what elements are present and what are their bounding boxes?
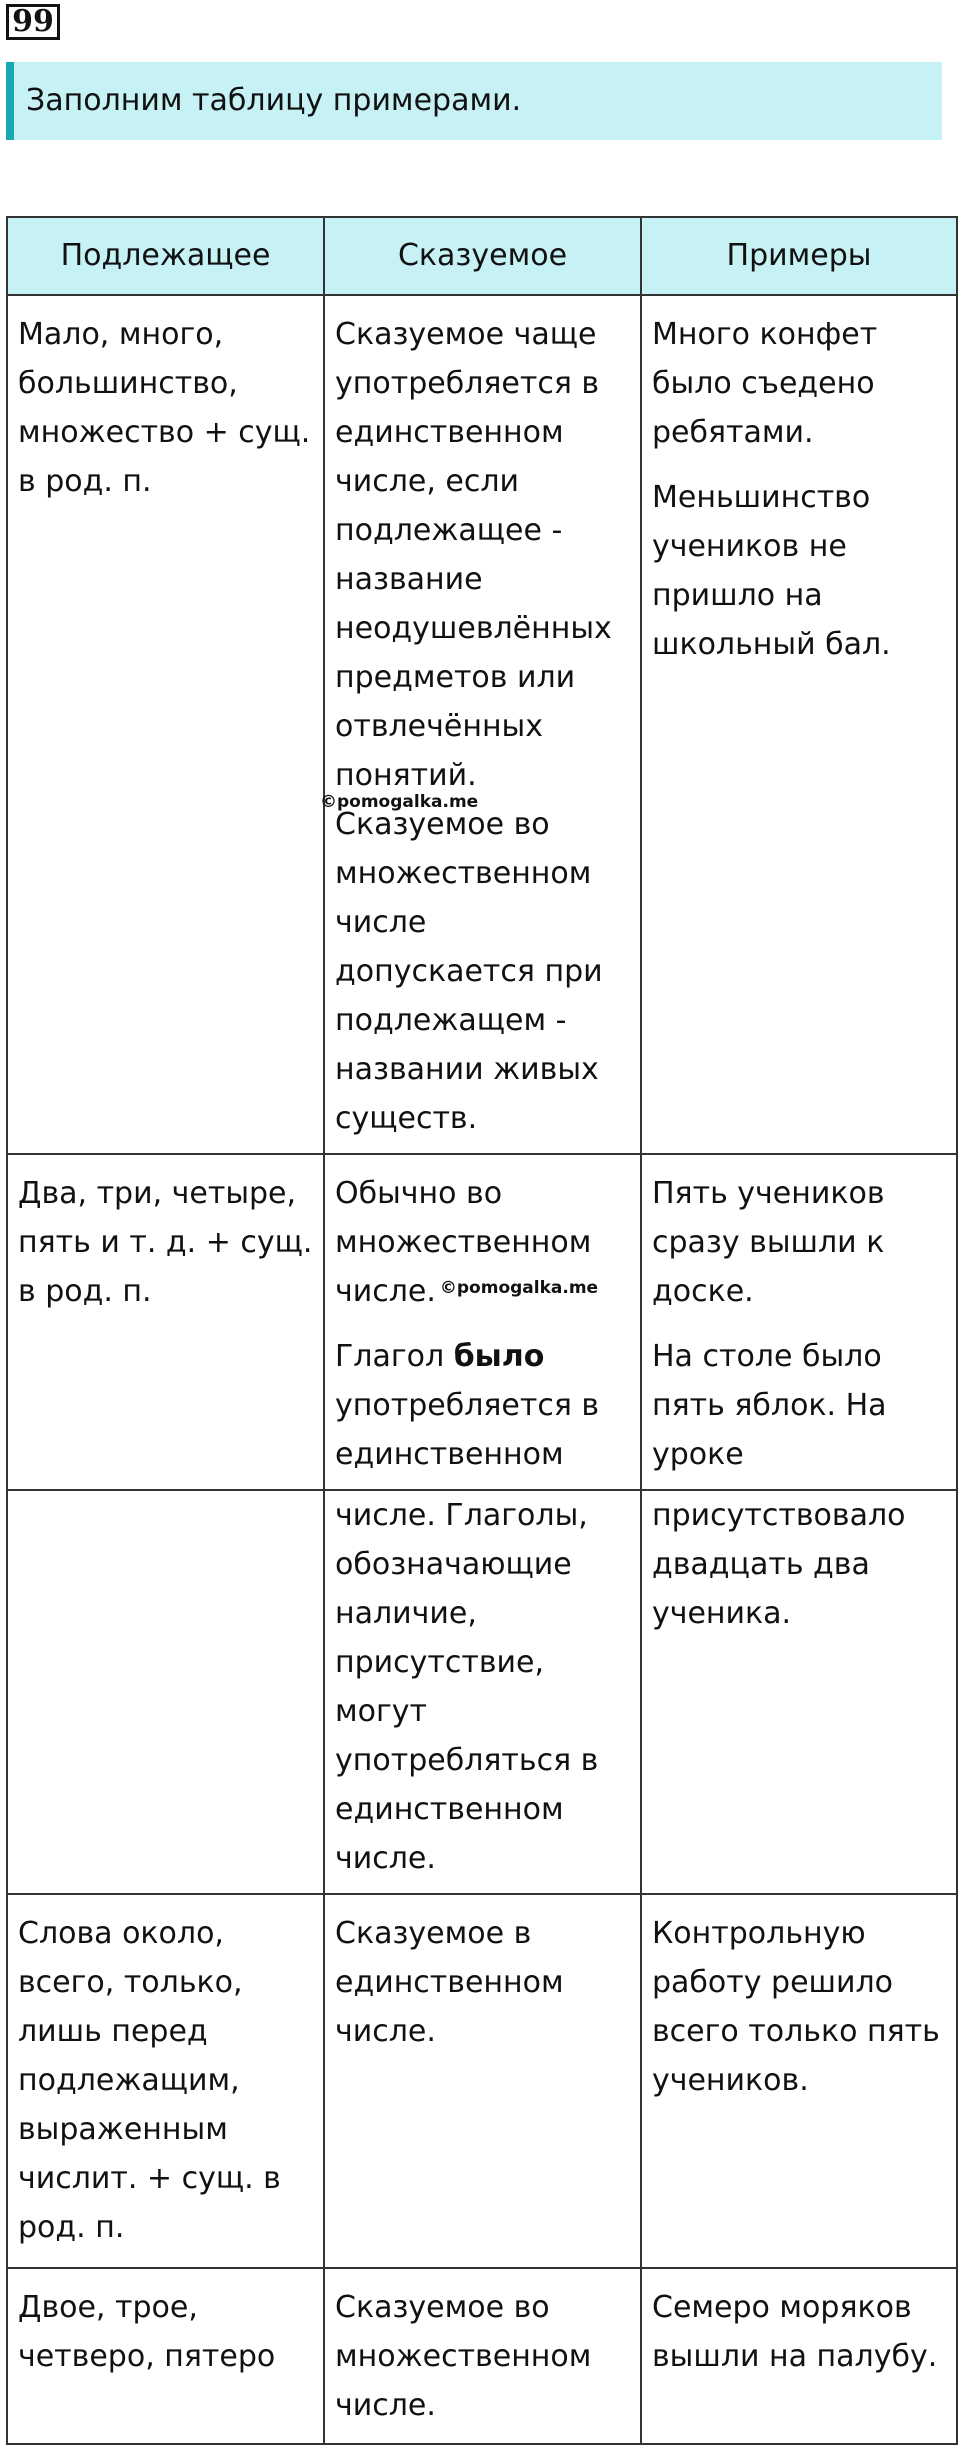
examples-cell xyxy=(641,1490,957,1894)
examples-cell xyxy=(641,2268,957,2444)
example-text: Семеро моряков вышли на палубу. xyxy=(652,2290,938,2374)
predicate-text: Сказуемое во множественном числе допускается при подлежащем - названии живых существ. xyxy=(335,807,603,1136)
predicate-cell xyxy=(324,295,641,1154)
examples-cell xyxy=(641,295,957,1154)
task-number: 99 xyxy=(6,4,60,40)
example-text: Много конфет было съедено ребятами. xyxy=(652,317,878,450)
predicate-text: Сказуемое в единственном числе. xyxy=(335,1916,564,2049)
header-examples: Примеры xyxy=(641,217,957,295)
predicate-text xyxy=(335,1169,632,1316)
table-row xyxy=(7,2268,957,2444)
predicate-cell xyxy=(324,1154,641,1490)
subject-cell xyxy=(7,295,324,1154)
example-text: Меньшинство учеников не пришло на школьный бал. xyxy=(652,480,891,662)
table-row xyxy=(7,1894,957,2268)
subject-text: Слова около, всего, только, лишь перед подлежащим, выраженным числит. + сущ. в род. п. xyxy=(18,1916,281,2245)
instruction-banner xyxy=(6,62,942,140)
table-row xyxy=(7,295,957,1154)
subject-cell xyxy=(7,1490,324,1894)
examples-cell xyxy=(641,1894,957,2268)
examples-cell xyxy=(641,1154,957,1490)
predicate-text: Сказуемое во множественном числе. xyxy=(335,2290,592,2423)
predicate-prefix: Глагол xyxy=(335,1339,454,1374)
predicate-text xyxy=(335,1332,632,1479)
predicate-bold-word: было xyxy=(453,1339,545,1374)
table-header-row xyxy=(7,217,957,295)
rules-table xyxy=(6,216,958,2445)
subject-cell xyxy=(7,1154,324,1490)
predicate-text-part: Обычно во множественном числе. xyxy=(335,1176,592,1309)
subject-text: Двое, трое, четверо, пятеро xyxy=(18,2290,276,2374)
watermark: ©pomogalka.me xyxy=(320,792,479,812)
subject-text: Мало, много, большинство, множество + сущ. в род. п. xyxy=(18,317,311,499)
instruction-text: Заполним таблицу примерами. xyxy=(26,83,522,118)
watermark: ©pomogalka.me xyxy=(439,1278,599,1298)
example-text: Контрольную работу решило всего только пять учеников. xyxy=(652,1916,940,2098)
subject-text: Два, три, четыре, пять и т. д. + сущ. в род. п. xyxy=(18,1176,313,1309)
subject-cell xyxy=(7,1894,324,2268)
predicate-continued: употребляется в единственном xyxy=(335,1388,600,1472)
header-subject: Подлежащее xyxy=(7,217,324,295)
table-row xyxy=(7,1154,957,1490)
header-predicate: Сказуемое xyxy=(324,217,641,295)
table-row-continuation xyxy=(7,1490,957,1894)
example-text: Пять учеников сразу вышли к доске. xyxy=(652,1176,885,1309)
example-text: присутствовало двадцать два ученика. xyxy=(652,1498,906,1631)
predicate-text: числе. Глаголы, обозначающие наличие, присутствие, могут употребляться в единственном числе. xyxy=(335,1498,599,1876)
predicate-cell xyxy=(324,1894,641,2268)
subject-cell xyxy=(7,2268,324,2444)
predicate-cell xyxy=(324,2268,641,2444)
example-text: На столе было пять яблок. На уроке xyxy=(652,1339,887,1472)
predicate-cell xyxy=(324,1490,641,1894)
predicate-text: Сказуемое чаще употребляется в единственном числе, если подлежащее - название неодушевлённых предметов или отвлечённых понятий. xyxy=(335,317,612,793)
